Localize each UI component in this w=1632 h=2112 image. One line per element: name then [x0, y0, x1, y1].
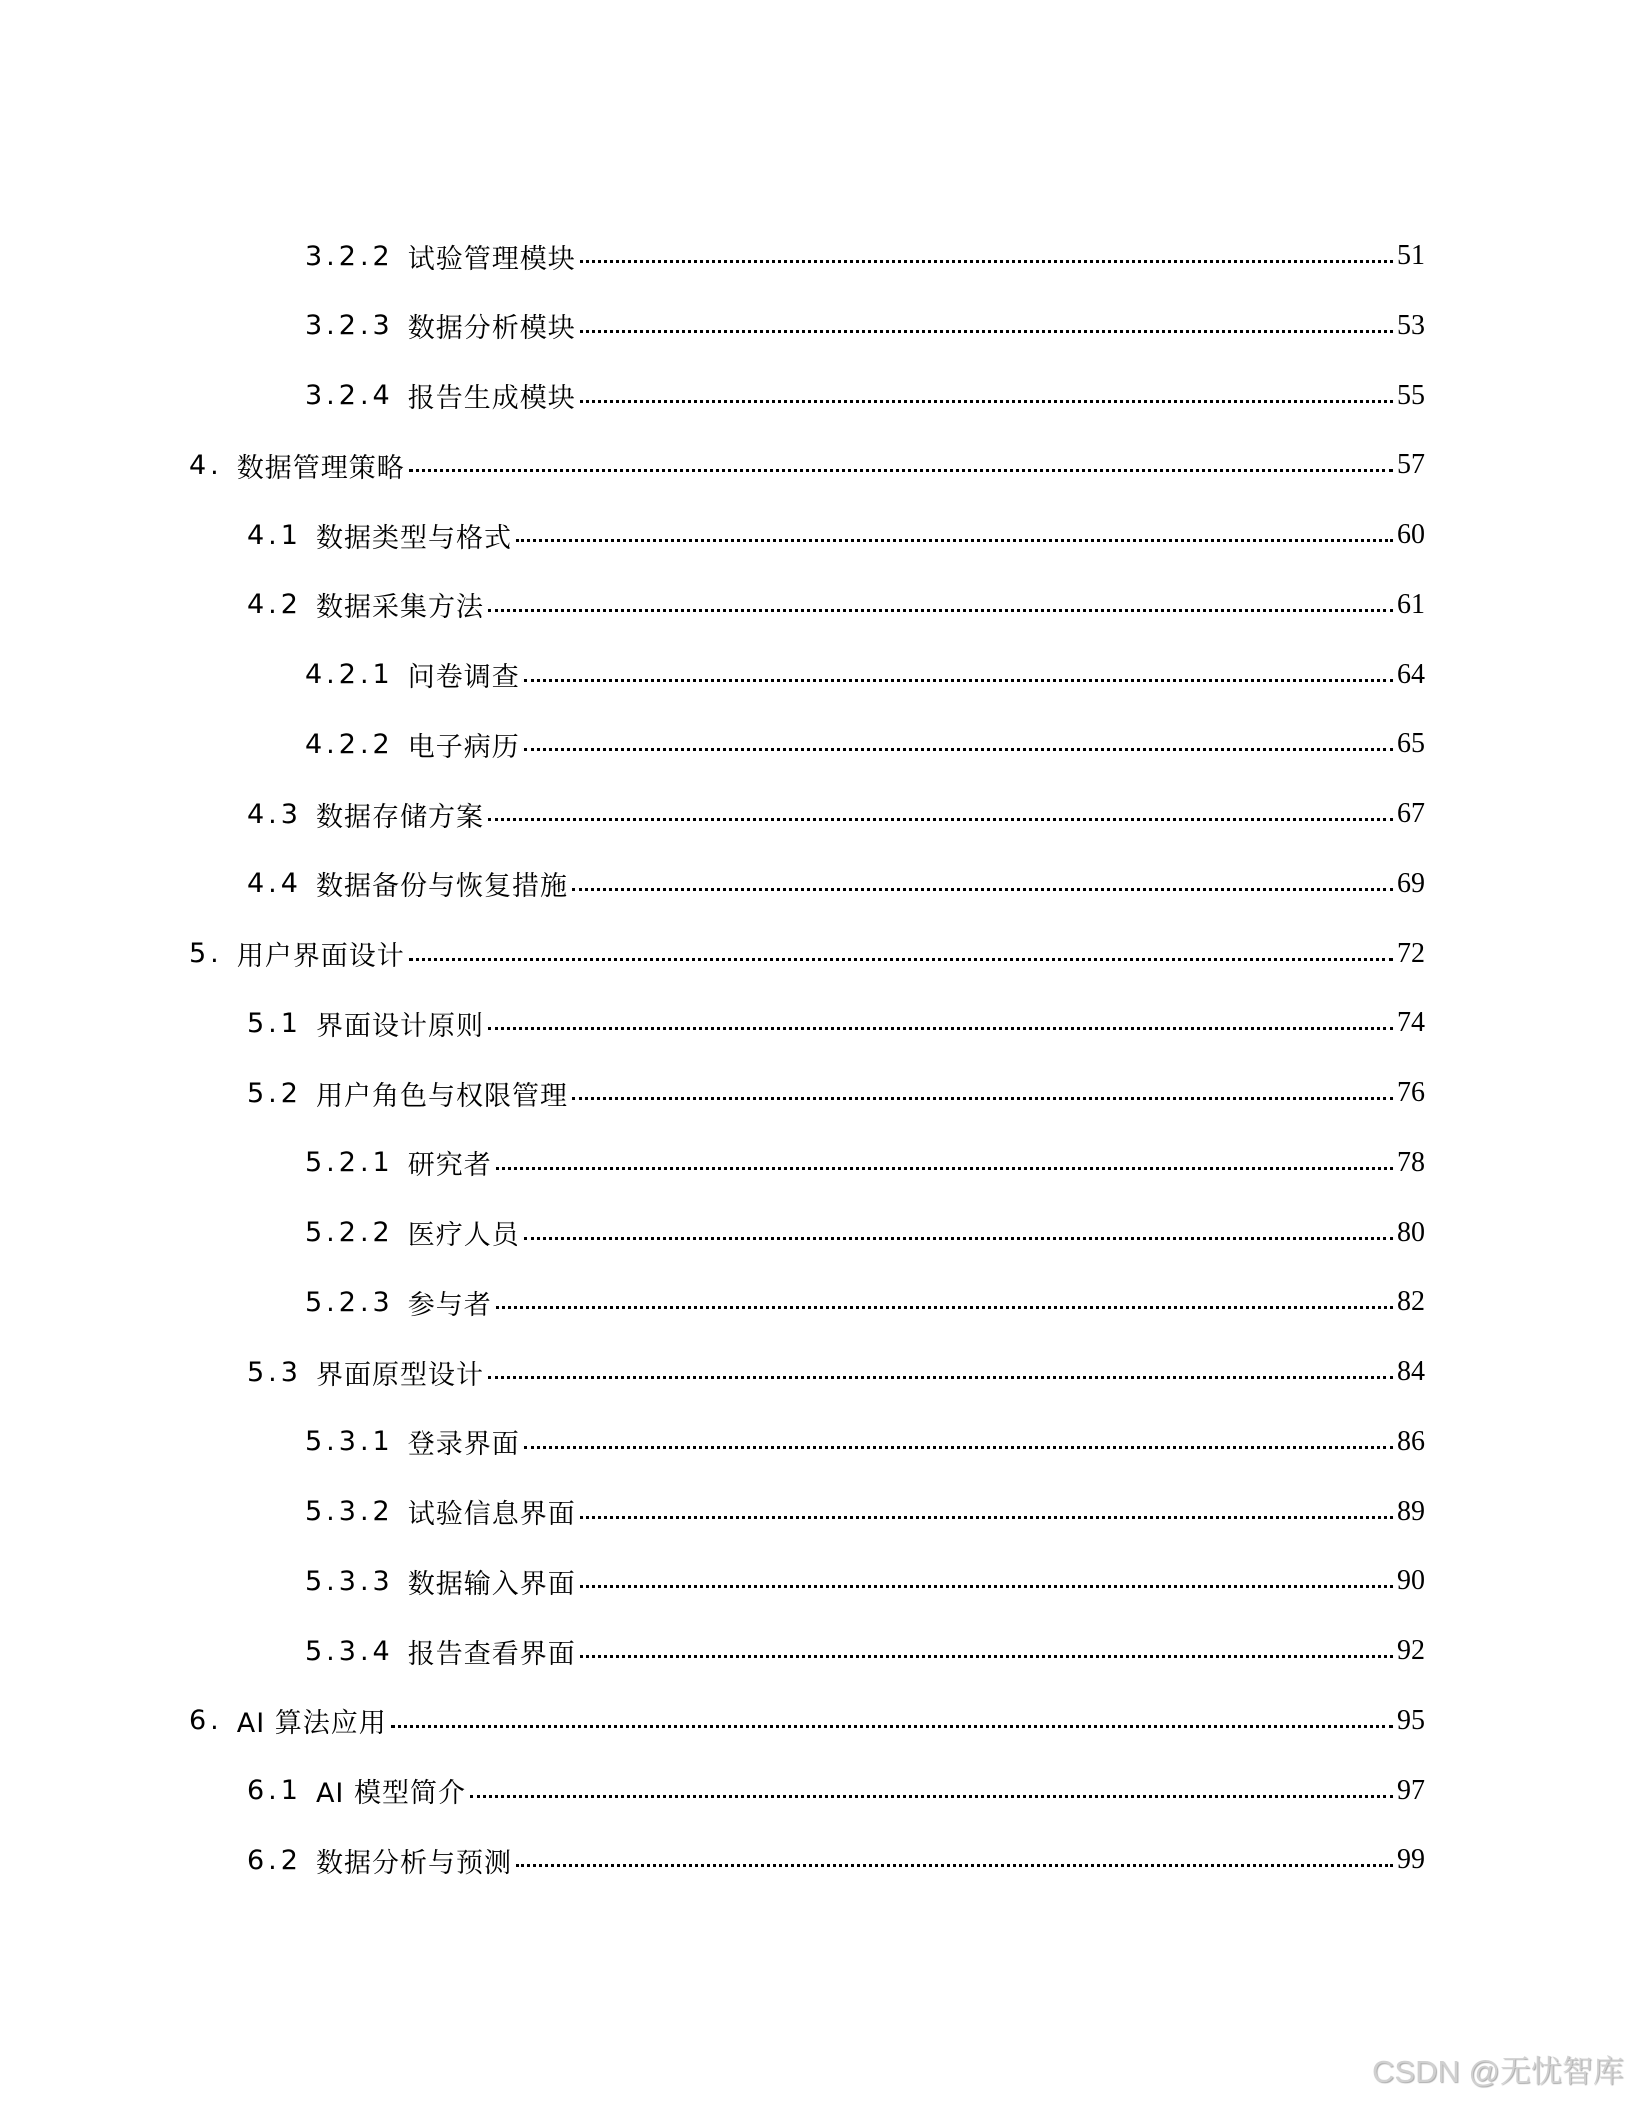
toc-entry-page: 55	[1397, 379, 1425, 411]
dot-leader	[409, 445, 1393, 472]
toc-entry[interactable]	[247, 1003, 1425, 1043]
toc-entry[interactable]	[305, 1631, 1425, 1671]
dot-leader	[572, 1073, 1393, 1100]
toc-entry[interactable]	[305, 1561, 1425, 1601]
dot-leader	[391, 1701, 1393, 1728]
toc-entry-title: 电子病历	[407, 731, 520, 763]
toc-entry-number: 6.2	[247, 1844, 302, 1876]
toc-entry-page: 76	[1397, 1077, 1425, 1108]
toc-entry-page: 74	[1397, 1007, 1425, 1039]
dot-leader	[409, 934, 1393, 961]
toc-entry-page: 60	[1397, 519, 1425, 550]
dot-leader	[524, 1422, 1393, 1449]
toc-entry-title: 报告查看界面	[407, 1638, 576, 1670]
dot-leader	[580, 376, 1393, 403]
toc-entry-page: 80	[1397, 1216, 1425, 1248]
toc-entry-number: 6.1	[247, 1775, 302, 1806]
dot-leader	[516, 1840, 1393, 1867]
toc-entry-page: 84	[1397, 1356, 1425, 1387]
toc-entry-title: 数据分析与预测	[315, 1847, 512, 1879]
toc-entry-number: 3.2.2	[305, 240, 394, 272]
toc-entry-page: 65	[1397, 728, 1425, 760]
toc-entry-title: 界面设计原则	[315, 1010, 484, 1042]
toc-entry-number: 3.2.3	[305, 310, 394, 342]
toc-entry-title: 问卷调查	[407, 662, 520, 693]
toc-entry-title: 数据类型与格式	[315, 522, 512, 554]
dot-leader	[580, 1561, 1393, 1588]
toc-entry-number: 4.1	[247, 519, 302, 551]
dot-leader	[516, 515, 1393, 542]
toc-entry-page: 61	[1397, 588, 1425, 620]
toc-entry-number: 5.2.1	[305, 1147, 394, 1179]
toc-entry[interactable]	[305, 655, 1425, 695]
toc-entry-number: 5.3.1	[305, 1426, 394, 1458]
toc-entry-page: 78	[1397, 1146, 1425, 1178]
toc-entry-title: 研究者	[407, 1150, 492, 1182]
dot-leader	[488, 585, 1393, 612]
dot-leader	[524, 724, 1393, 751]
dot-leader	[488, 1003, 1393, 1030]
toc-entry[interactable]	[189, 445, 1425, 485]
toc-entry-page: 53	[1397, 309, 1425, 341]
toc-entry[interactable]	[247, 1771, 1425, 1811]
toc-entry-number: 5.2	[247, 1077, 302, 1109]
dot-leader	[496, 1282, 1393, 1309]
toc-entry-number: 5.3	[247, 1356, 302, 1388]
toc-entry[interactable]	[189, 934, 1425, 974]
toc-entry-title: 数据存储方案	[315, 801, 484, 833]
toc-entry-title: 用户界面设计	[236, 941, 405, 972]
toc-entry-page: 86	[1397, 1425, 1425, 1457]
toc-entry[interactable]	[247, 515, 1425, 555]
toc-entry-page: 72	[1397, 937, 1425, 969]
toc-entry-title: AI 算法应用	[236, 1708, 387, 1740]
toc-entry-title: 参与者	[407, 1289, 492, 1321]
toc-entry-page: 95	[1397, 1704, 1425, 1736]
toc-entry-title: 数据采集方法	[315, 592, 484, 624]
toc-entry-page: 67	[1397, 798, 1425, 829]
toc-entry-page: 64	[1397, 658, 1425, 690]
toc-entry-number: 5.2.3	[305, 1286, 394, 1318]
toc-entry[interactable]	[305, 376, 1425, 416]
dot-leader	[580, 236, 1393, 263]
toc-entry-title: 试验信息界面	[407, 1499, 576, 1530]
toc-entry[interactable]	[247, 794, 1425, 834]
toc-entry-title: 报告生成模块	[407, 383, 576, 414]
toc-entry-number: 5.3.2	[305, 1496, 394, 1527]
toc-entry-number: 6.	[189, 1705, 223, 1737]
toc-entry-title: 数据备份与恢复措施	[315, 871, 568, 903]
toc-entry-page: 57	[1397, 449, 1425, 481]
toc-entry[interactable]	[305, 1282, 1425, 1322]
toc-entry[interactable]	[247, 1352, 1425, 1392]
toc-entry-title: 医疗人员	[407, 1220, 520, 1251]
toc-entry[interactable]	[305, 1422, 1425, 1462]
dot-leader	[488, 1352, 1393, 1379]
toc-entry-number: 5.1	[247, 1007, 302, 1039]
dot-leader	[580, 306, 1393, 333]
watermark: CSDN @无忧智库	[1372, 2054, 1624, 2089]
toc-entry-page: 90	[1397, 1565, 1425, 1597]
toc-entry-title: 登录界面	[407, 1429, 520, 1461]
dot-leader	[580, 1631, 1393, 1658]
toc-entry[interactable]	[305, 1143, 1425, 1183]
toc-entry-page: 99	[1397, 1844, 1425, 1876]
dot-leader	[524, 1213, 1393, 1240]
toc-entry-number: 3.2.4	[305, 380, 394, 411]
dot-leader	[524, 655, 1393, 682]
toc-entry-title: 用户角色与权限管理	[315, 1080, 568, 1112]
toc-entry[interactable]	[305, 1213, 1425, 1253]
toc-entry-title: 数据分析模块	[407, 313, 576, 345]
dot-leader	[488, 794, 1393, 821]
toc-entry[interactable]	[247, 1840, 1425, 1880]
toc-entry[interactable]	[189, 1701, 1425, 1741]
dot-leader	[580, 1492, 1393, 1519]
toc-entry-number: 5.3.4	[305, 1635, 394, 1667]
dot-leader	[470, 1771, 1393, 1798]
toc-entry[interactable]	[247, 1073, 1425, 1113]
dot-leader	[496, 1143, 1393, 1170]
toc-entry-number: 5.	[189, 938, 223, 969]
toc-entry-title: 数据输入界面	[407, 1568, 576, 1600]
toc-entry-number: 4.3	[247, 798, 302, 830]
toc-entry-page: 92	[1397, 1635, 1425, 1666]
toc-entry-number: 4.2.1	[305, 659, 394, 690]
toc-entry-page: 69	[1397, 867, 1425, 899]
toc-entry[interactable]	[305, 724, 1425, 764]
toc-entry[interactable]	[305, 236, 1425, 276]
toc-entry-number: 5.3.3	[305, 1565, 394, 1597]
toc-entry-number: 5.2.2	[305, 1217, 394, 1248]
toc-entry[interactable]	[305, 1492, 1425, 1532]
toc-entry[interactable]	[305, 306, 1425, 346]
toc-entry-page: 51	[1397, 240, 1425, 271]
toc-entry-page: 89	[1397, 1495, 1425, 1527]
toc-entry-title: 试验管理模块	[407, 243, 576, 275]
toc-entry-number: 4.2	[247, 589, 302, 621]
toc-entry-title: 界面原型设计	[315, 1359, 484, 1391]
toc-entry-title: 数据管理策略	[236, 452, 405, 484]
toc-entry-page: 82	[1397, 1286, 1425, 1318]
toc-entry-number: 4.2.2	[305, 728, 394, 760]
toc-entry-number: 4.4	[247, 868, 302, 900]
toc-entry[interactable]	[247, 585, 1425, 625]
dot-leader	[572, 864, 1393, 891]
toc-entry-number: 4.	[189, 449, 223, 481]
toc-entry-title: AI 模型简介	[315, 1778, 466, 1809]
toc-entry[interactable]	[247, 864, 1425, 904]
toc-entry-page: 97	[1397, 1774, 1425, 1806]
